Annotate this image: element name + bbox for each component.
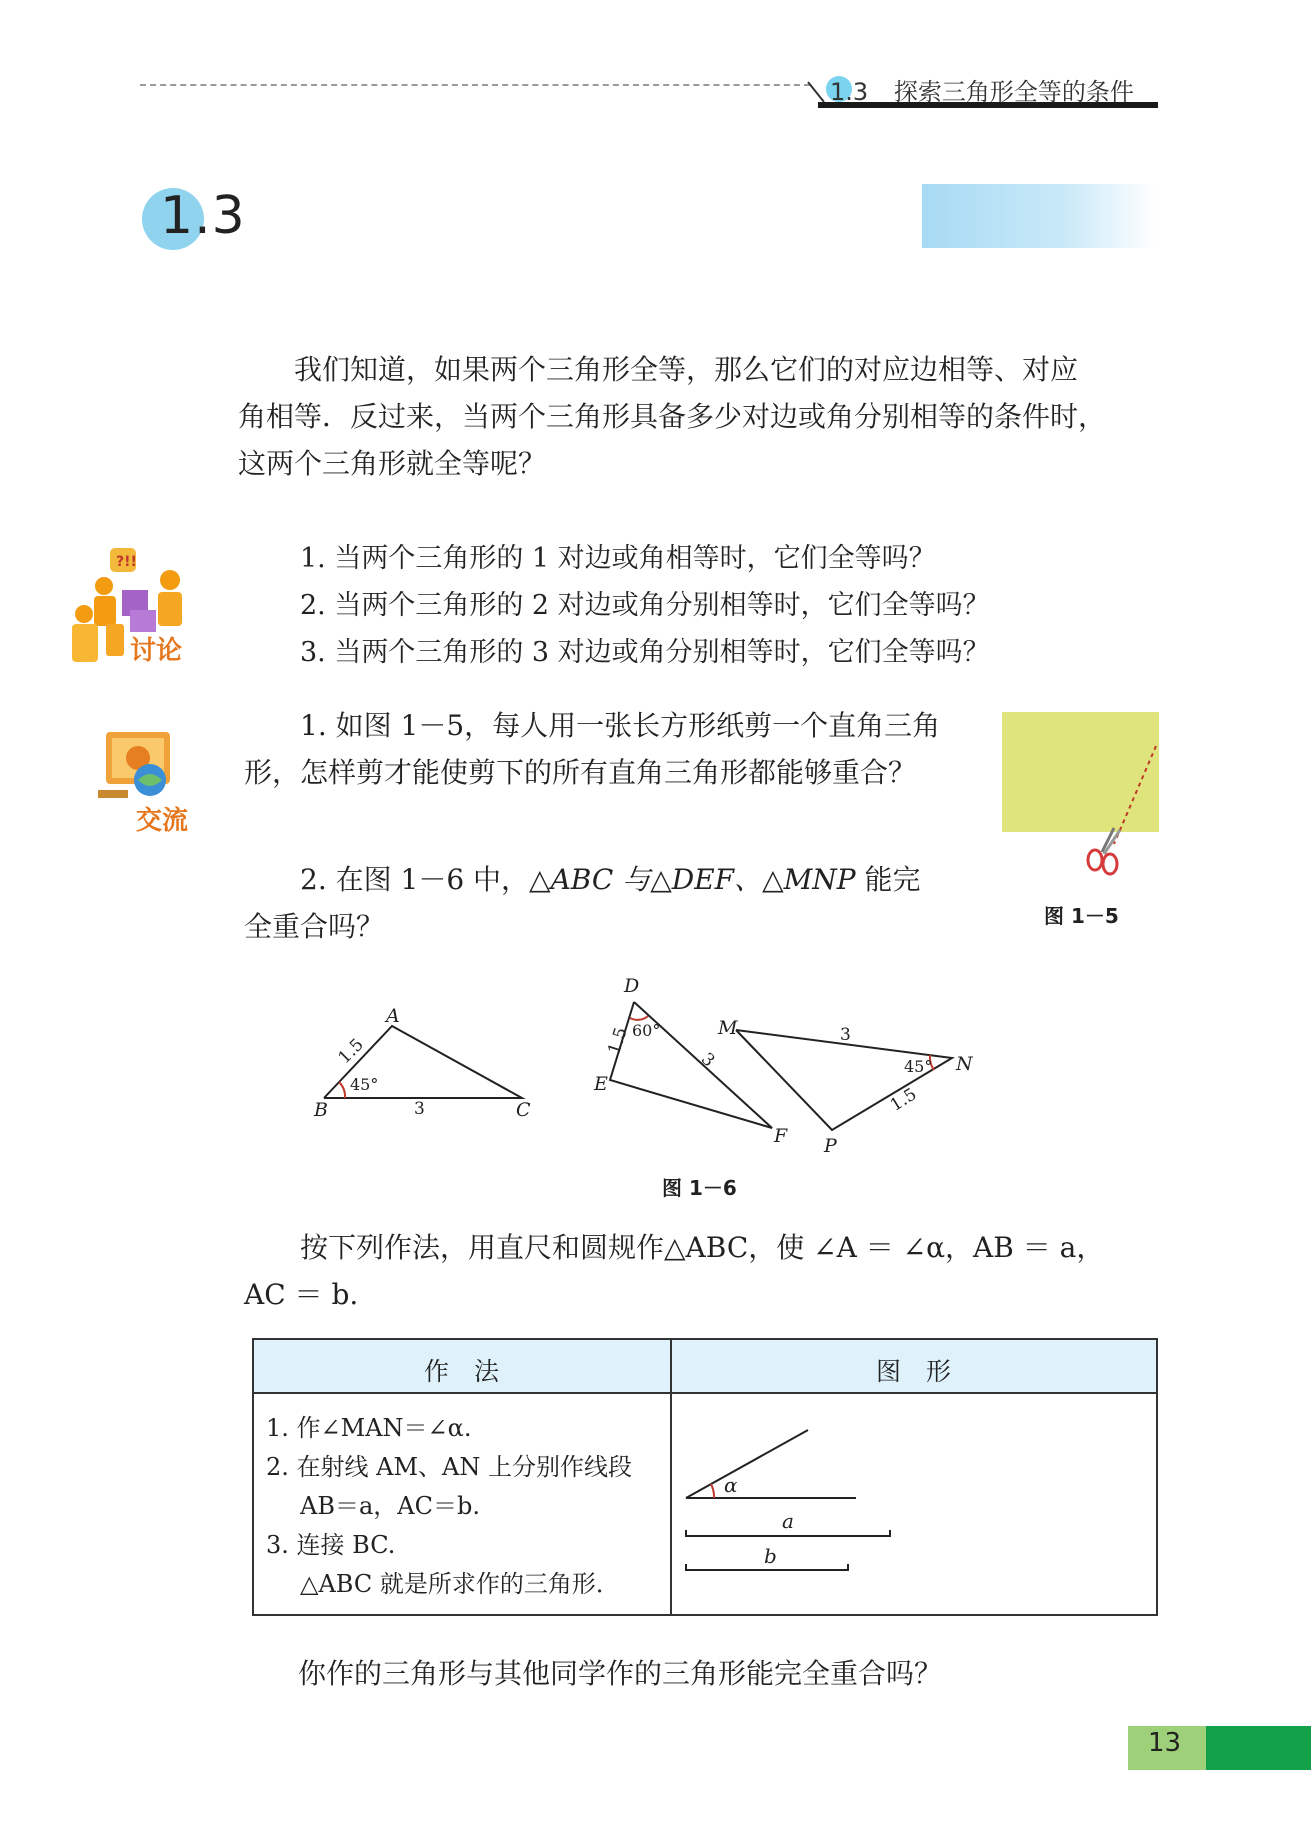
exchange-item-2-part-a: 2. 在图 1－6 中， — [300, 863, 530, 896]
page-number-bar — [1206, 1726, 1311, 1770]
closing-question: 你作的三角形与其他同学作的三角形能完全重合吗？ — [298, 1657, 943, 1690]
exchange-item-1-line-1: 1. 如图 1－5，每人用一张长方形纸剪一个直角三角 — [300, 709, 941, 742]
alpha-label: α — [724, 1473, 738, 1497]
table-step-2b: AB＝a，AC＝b. — [300, 1492, 480, 1520]
angle-b-label: 45° — [350, 1075, 379, 1094]
vertex-f: F — [774, 1125, 788, 1147]
side-mn-label: 3 — [840, 1025, 851, 1045]
exchange-item-2-line-2: 全重合吗？ — [244, 910, 385, 943]
vertex-a: A — [386, 1005, 400, 1027]
exchange-item-2-triangles: △ABC 与△DEF、△MNP — [529, 863, 856, 896]
angle-ray-upper — [686, 1430, 808, 1498]
section-number-main: 1 — [160, 186, 195, 246]
vertex-m: M — [718, 1017, 738, 1039]
vertex-e: E — [594, 1073, 608, 1095]
exchange-item-1-line-2: 形，怎样剪才能使剪下的所有直角三角形都能够重合？ — [244, 756, 917, 789]
side-bc-label: 3 — [414, 1099, 425, 1119]
discussion-question-1: 1. 当两个三角形的 1 对边或角相等时，它们全等吗？ — [300, 543, 936, 574]
side-df-label: 3 — [697, 1049, 719, 1072]
table-step-2a: 2. 在射线 AM、AN 上分别作线段 — [266, 1453, 633, 1481]
vertex-b: B — [314, 1099, 328, 1121]
table-step-1: 1. 作∠MAN＝∠α. — [266, 1414, 472, 1442]
construction-figure — [676, 1420, 916, 1590]
header-section-num: 1 — [830, 78, 846, 106]
triangle-mnp — [736, 1030, 952, 1130]
vertex-c: C — [516, 1099, 531, 1121]
construction-paragraph — [244, 1224, 1164, 1318]
table-step-3b: △ABC 就是所求作的三角形． — [300, 1570, 620, 1598]
side-ab-label: 1.5 — [334, 1034, 368, 1069]
table-head-method: 作 法 — [424, 1357, 500, 1386]
figure-1-6 — [300, 960, 1120, 1160]
section-number-rest: .3 — [194, 186, 246, 246]
angle-d-label: 60° — [632, 1021, 661, 1040]
exchange-label: 交流 — [136, 806, 189, 836]
segment-a-label: a — [782, 1509, 794, 1533]
running-header — [830, 72, 1134, 107]
intro-line-2: 角相等．反过来，当两个三角形具备多少对边或角分别相等的条件时， — [238, 400, 1107, 433]
header-title: 探索三角形全等的条件 — [893, 78, 1134, 106]
page-number: 13 — [1148, 1728, 1182, 1758]
angle-n-label: 45° — [904, 1057, 933, 1076]
scissors-icon — [1084, 824, 1128, 876]
figure-1-6-caption: 图 1－6 — [662, 1176, 737, 1200]
alpha-arc — [711, 1484, 714, 1498]
vertex-p: P — [824, 1135, 837, 1157]
vertex-d: D — [624, 975, 640, 997]
svg-text:?!!: ?!! — [116, 554, 137, 570]
section-number — [160, 186, 246, 246]
intro-paragraph — [238, 346, 1158, 487]
figure-1-5-caption: 图 1－5 — [1044, 904, 1119, 928]
construction-line-1: 按下列作法，用直尺和圆规作△ABC，使 ∠A ＝ ∠α，AB ＝ a， — [300, 1231, 1105, 1264]
table-column-divider — [670, 1340, 672, 1614]
intro-line-1: 我们知道，如果两个三角形全等，那么它们的对应边相等、对应 — [294, 353, 1079, 386]
angle-arc-d — [630, 1016, 648, 1020]
segment-b-label: b — [764, 1544, 777, 1568]
table-head-figure: 图 形 — [876, 1357, 952, 1386]
header-section-rest: .3 — [845, 78, 869, 106]
side-np-label: 1.5 — [886, 1084, 921, 1116]
discussion-label: 讨论 — [130, 636, 183, 666]
header-rule-bend — [806, 80, 828, 110]
exchange-item-2-part-c: 能完 — [855, 863, 921, 896]
angle-arc-b — [339, 1082, 345, 1098]
construction-line-2: AC ＝ b. — [244, 1278, 359, 1311]
table-step-3a: 3. 连接 BC. — [266, 1531, 396, 1559]
discussion-question-2: 2. 当两个三角形的 2 对边或角分别相等时，它们全等吗？ — [300, 590, 990, 621]
side-de-label: 1.5 — [604, 1025, 632, 1057]
vertex-n: N — [956, 1053, 973, 1075]
table-header-row — [254, 1340, 1156, 1394]
intro-line-3: 这两个三角形就全等呢？ — [238, 447, 547, 480]
exchange-item-1 — [244, 702, 984, 796]
discussion-question-3: 3. 当两个三角形的 3 对边或角分别相等时，它们全等吗？ — [300, 637, 990, 668]
exchange-item-2-line-1 — [244, 856, 984, 903]
section-title-bar — [922, 184, 1157, 248]
header-dashed-rule — [140, 84, 810, 86]
exchange-item-2 — [244, 856, 984, 950]
